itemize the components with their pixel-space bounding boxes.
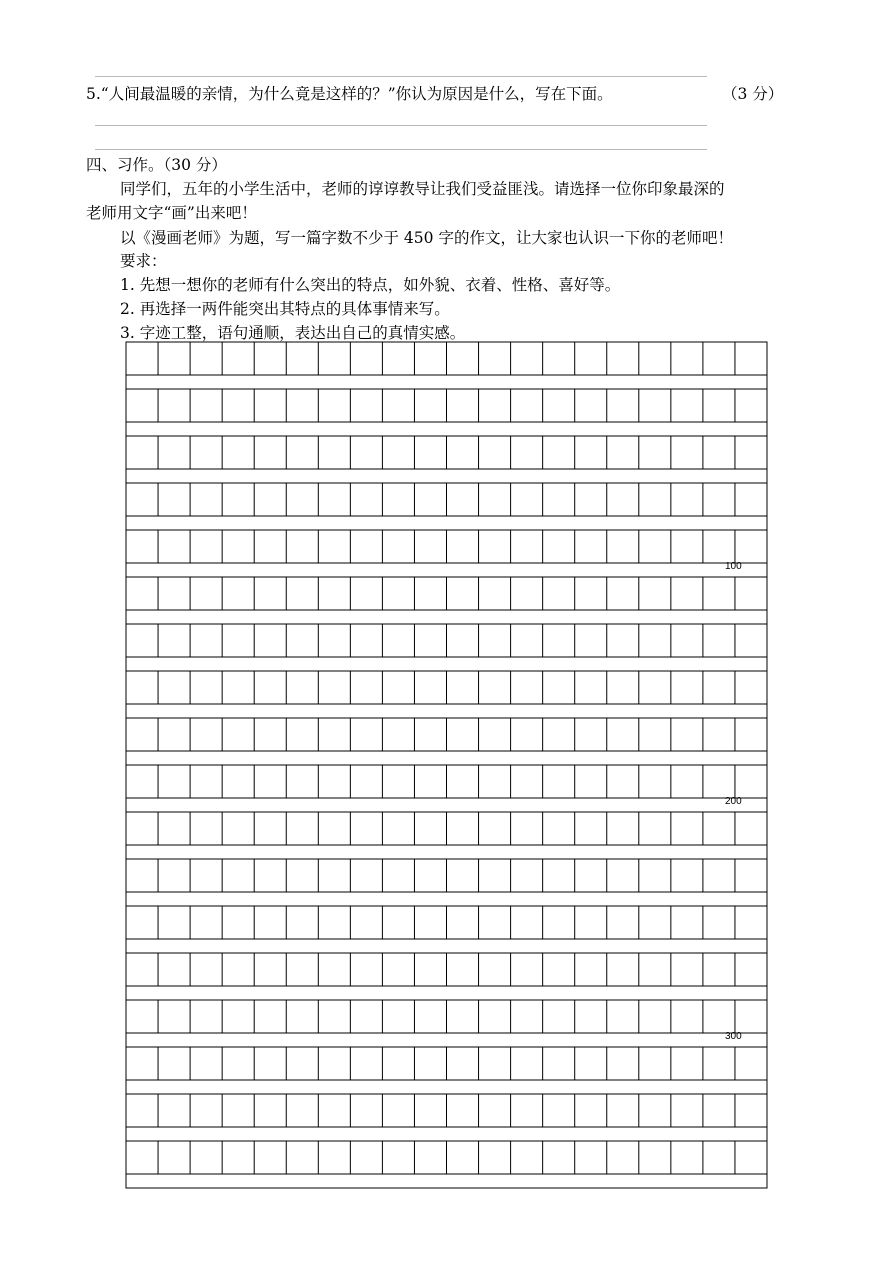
- requirement-3: 3. 字迹工整，语句通顺，表达出自己的真情实感。: [120, 324, 466, 342]
- question-5-score: （3 分）: [722, 85, 784, 103]
- word-count-marker: 300: [725, 1031, 742, 1042]
- question-5-text: 5.“人间最温暖的亲情，为什么竟是这样的？”你认为原因是什么，写在下面。: [86, 85, 613, 103]
- requirements-label: 要求：: [120, 252, 167, 270]
- word-count-marker: 200: [725, 796, 742, 807]
- prompt-line-1: 同学们，五年的小学生活中，老师的谆谆教导让我们受益匪浅。请选择一位你印象最深的: [120, 180, 725, 198]
- word-count-marker: 100: [725, 561, 742, 572]
- prompt-line-2: 老师用文字“画”出来吧！: [86, 204, 257, 222]
- requirement-1: 1. 先想一想你的老师有什么突出的特点，如外貌、衣着、性格、喜好等。: [120, 276, 621, 294]
- section-4-heading: 四、习作。（30 分）: [86, 156, 227, 174]
- instruction-line: 以《漫画老师》为题，写一篇字数不少于 450 字的作文，让大家也认识一下你的老师吧！: [120, 229, 733, 247]
- requirement-2: 2. 再选择一两件能突出其特点的具体事情来写。: [120, 300, 450, 318]
